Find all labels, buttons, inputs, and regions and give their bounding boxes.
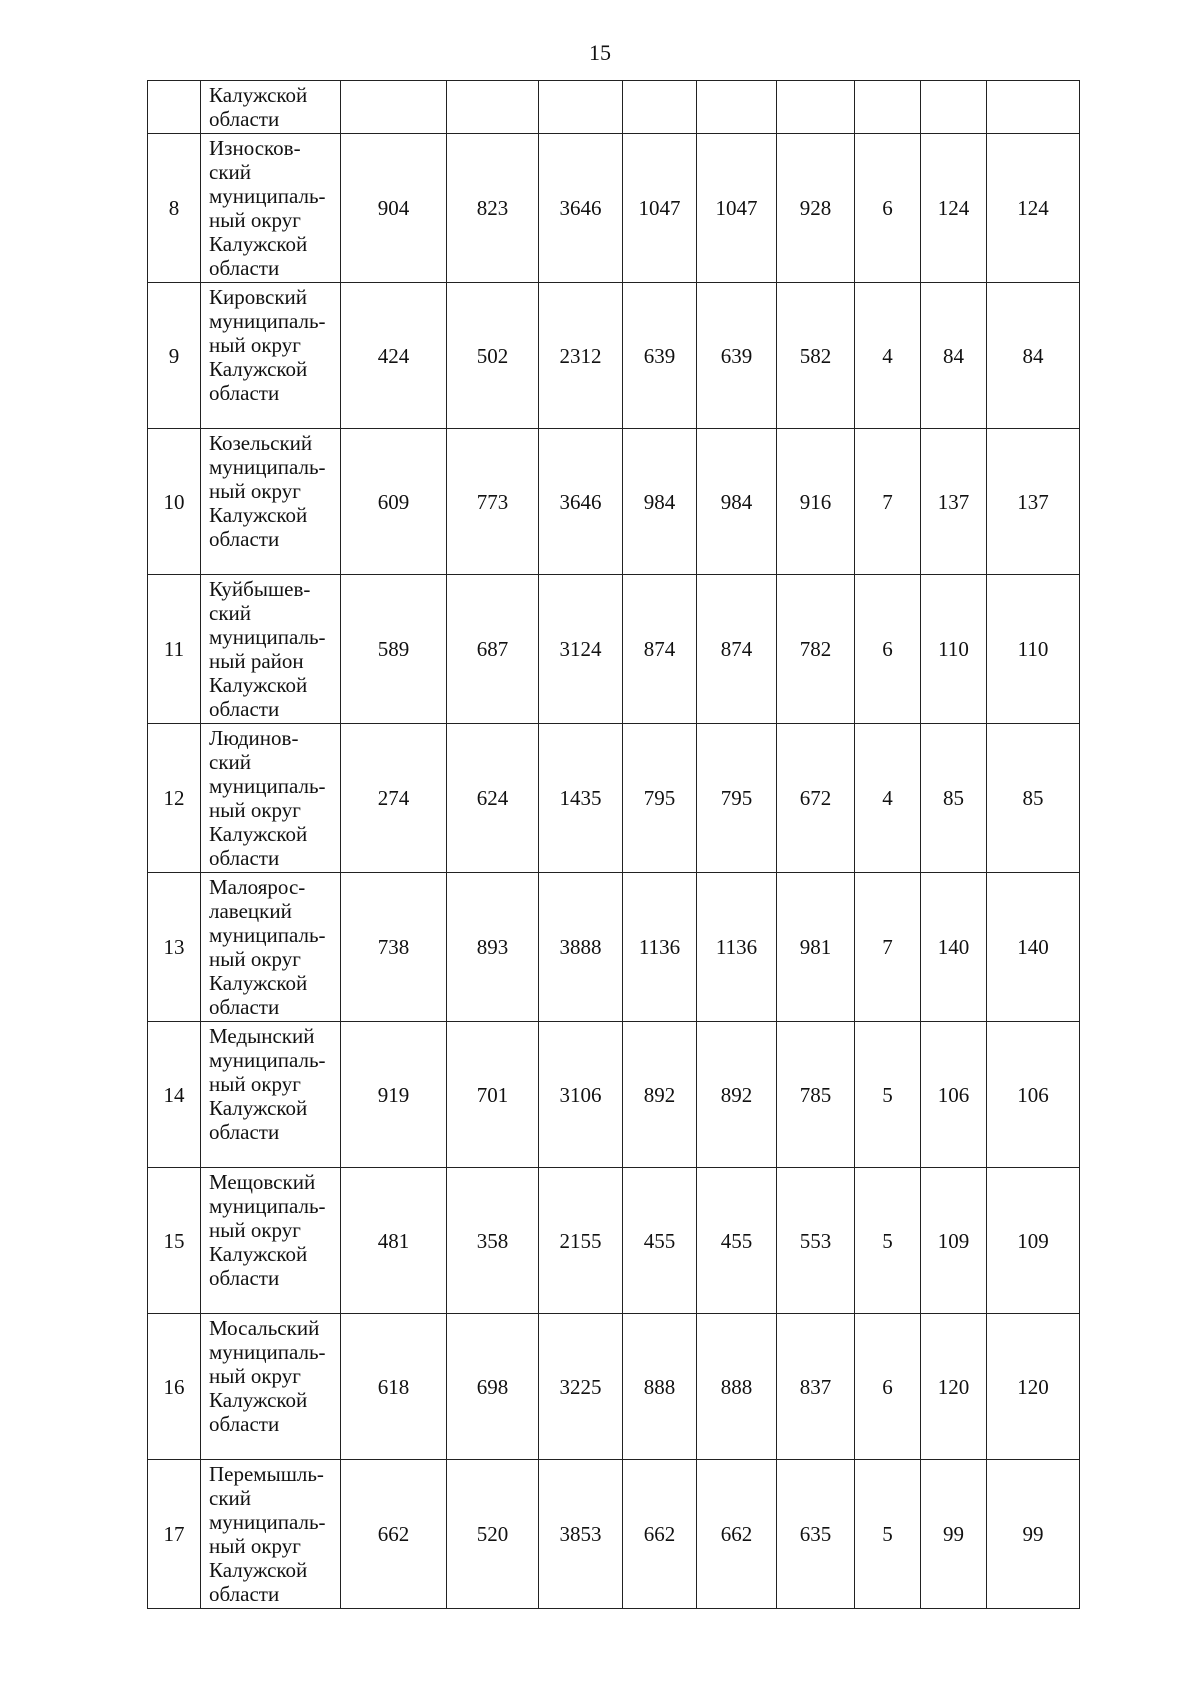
value-cell-col-5: 662	[697, 1460, 777, 1609]
value-cell-col-4: 455	[623, 1168, 697, 1314]
value-cell-col-4: 1047	[623, 134, 697, 283]
value-cell-col-9: 99	[987, 1460, 1080, 1609]
value-cell-col-4: 662	[623, 1460, 697, 1609]
value-cell-col-7: 4	[855, 283, 921, 429]
table-row	[148, 873, 1080, 1022]
value-cell-col-2: 893	[447, 873, 539, 1022]
value-cell-col-1: 609	[341, 429, 447, 575]
value-cell-col-9: 110	[987, 575, 1080, 724]
value-cell-col-6: 916	[777, 429, 855, 575]
value-cell-col-4	[623, 81, 697, 134]
table-row	[148, 81, 1080, 134]
municipality-name-cell: Куйбышев- ский муниципаль- ный район Калужской области	[201, 575, 341, 724]
value-cell-col-4: 795	[623, 724, 697, 873]
table-row	[148, 1314, 1080, 1460]
value-cell-col-7: 6	[855, 575, 921, 724]
value-cell-col-1: 589	[341, 575, 447, 724]
value-cell-col-2: 773	[447, 429, 539, 575]
row-number-cell: 15	[148, 1168, 201, 1314]
row-number-cell: 14	[148, 1022, 201, 1168]
table-row	[148, 429, 1080, 575]
value-cell-col-7: 7	[855, 873, 921, 1022]
value-cell-col-6: 672	[777, 724, 855, 873]
value-cell-col-6: 785	[777, 1022, 855, 1168]
table-row	[148, 1022, 1080, 1168]
municipality-name-cell: Мещовский муниципаль- ный округ Калужской области	[201, 1168, 341, 1314]
municipality-name-cell: Малоярос- лавецкий муниципаль- ный округ Калужской области	[201, 873, 341, 1022]
value-cell-col-3: 2312	[539, 283, 623, 429]
table-row	[148, 1168, 1080, 1314]
row-number-cell: 9	[148, 283, 201, 429]
value-cell-col-2: 698	[447, 1314, 539, 1460]
value-cell-col-5: 455	[697, 1168, 777, 1314]
value-cell-col-8: 124	[921, 134, 987, 283]
value-cell-col-9	[987, 81, 1080, 134]
value-cell-col-8	[921, 81, 987, 134]
value-cell-col-3	[539, 81, 623, 134]
value-cell-col-9: 137	[987, 429, 1080, 575]
value-cell-col-3: 2155	[539, 1168, 623, 1314]
value-cell-col-1: 662	[341, 1460, 447, 1609]
value-cell-col-2: 823	[447, 134, 539, 283]
value-cell-col-3: 1435	[539, 724, 623, 873]
municipality-name-cell: Кировский муниципаль- ный округ Калужской области	[201, 283, 341, 429]
table-row	[148, 1460, 1080, 1609]
value-cell-col-4: 888	[623, 1314, 697, 1460]
value-cell-col-8: 99	[921, 1460, 987, 1609]
value-cell-col-2: 520	[447, 1460, 539, 1609]
table-row	[148, 134, 1080, 283]
value-cell-col-7: 6	[855, 1314, 921, 1460]
value-cell-col-5	[697, 81, 777, 134]
value-cell-col-7: 4	[855, 724, 921, 873]
value-cell-col-3: 3853	[539, 1460, 623, 1609]
value-cell-col-6: 553	[777, 1168, 855, 1314]
value-cell-col-1: 424	[341, 283, 447, 429]
value-cell-col-3: 3646	[539, 134, 623, 283]
value-cell-col-9: 120	[987, 1314, 1080, 1460]
value-cell-col-7: 6	[855, 134, 921, 283]
value-cell-col-7: 5	[855, 1460, 921, 1609]
municipality-name-cell: Калужской области	[201, 81, 341, 134]
value-cell-col-8: 85	[921, 724, 987, 873]
value-cell-col-1: 274	[341, 724, 447, 873]
value-cell-col-9: 140	[987, 873, 1080, 1022]
value-cell-col-7	[855, 81, 921, 134]
value-cell-col-9: 106	[987, 1022, 1080, 1168]
municipality-name-cell: Медынский муниципаль- ный округ Калужской области	[201, 1022, 341, 1168]
municipality-name-cell: Людинов- ский муниципаль- ный округ Калужской области	[201, 724, 341, 873]
value-cell-col-5: 892	[697, 1022, 777, 1168]
value-cell-col-9: 85	[987, 724, 1080, 873]
value-cell-col-5: 1047	[697, 134, 777, 283]
value-cell-col-6: 837	[777, 1314, 855, 1460]
row-number-cell: 17	[148, 1460, 201, 1609]
value-cell-col-1: 481	[341, 1168, 447, 1314]
value-cell-col-9: 84	[987, 283, 1080, 429]
value-cell-col-1: 919	[341, 1022, 447, 1168]
value-cell-col-8: 110	[921, 575, 987, 724]
value-cell-col-2: 624	[447, 724, 539, 873]
row-number-cell: 8	[148, 134, 201, 283]
municipality-name-cell: Козельский муниципаль- ный округ Калужской области	[201, 429, 341, 575]
row-number-cell: 11	[148, 575, 201, 724]
value-cell-col-2: 701	[447, 1022, 539, 1168]
row-number-cell	[148, 81, 201, 134]
value-cell-col-4: 1136	[623, 873, 697, 1022]
value-cell-col-2	[447, 81, 539, 134]
value-cell-col-5: 888	[697, 1314, 777, 1460]
value-cell-col-7: 5	[855, 1022, 921, 1168]
table-row	[148, 283, 1080, 429]
value-cell-col-2: 358	[447, 1168, 539, 1314]
value-cell-col-8: 120	[921, 1314, 987, 1460]
table-row	[148, 575, 1080, 724]
value-cell-col-3: 3106	[539, 1022, 623, 1168]
value-cell-col-6: 582	[777, 283, 855, 429]
value-cell-col-4: 639	[623, 283, 697, 429]
value-cell-col-2: 687	[447, 575, 539, 724]
value-cell-col-4: 984	[623, 429, 697, 575]
value-cell-col-6	[777, 81, 855, 134]
value-cell-col-2: 502	[447, 283, 539, 429]
municipality-name-cell: Износков- ский муниципаль- ный округ Калужской области	[201, 134, 341, 283]
value-cell-col-8: 137	[921, 429, 987, 575]
value-cell-col-7: 5	[855, 1168, 921, 1314]
data-table	[147, 80, 1080, 1609]
value-cell-col-9: 124	[987, 134, 1080, 283]
value-cell-col-3: 3225	[539, 1314, 623, 1460]
value-cell-col-1: 904	[341, 134, 447, 283]
value-cell-col-8: 140	[921, 873, 987, 1022]
row-number-cell: 13	[148, 873, 201, 1022]
table-row	[148, 724, 1080, 873]
value-cell-col-6: 782	[777, 575, 855, 724]
value-cell-col-3: 3646	[539, 429, 623, 575]
value-cell-col-9: 109	[987, 1168, 1080, 1314]
row-number-cell: 16	[148, 1314, 201, 1460]
municipality-name-cell: Перемышль- ский муниципаль- ный округ Калужской области	[201, 1460, 341, 1609]
row-number-cell: 12	[148, 724, 201, 873]
value-cell-col-1: 738	[341, 873, 447, 1022]
value-cell-col-4: 892	[623, 1022, 697, 1168]
row-number-cell: 10	[148, 429, 201, 575]
value-cell-col-5: 639	[697, 283, 777, 429]
value-cell-col-4: 874	[623, 575, 697, 724]
value-cell-col-8: 109	[921, 1168, 987, 1314]
value-cell-col-3: 3888	[539, 873, 623, 1022]
value-cell-col-3: 3124	[539, 575, 623, 724]
value-cell-col-5: 984	[697, 429, 777, 575]
value-cell-col-6: 635	[777, 1460, 855, 1609]
value-cell-col-5: 795	[697, 724, 777, 873]
value-cell-col-6: 928	[777, 134, 855, 283]
value-cell-col-1: 618	[341, 1314, 447, 1460]
value-cell-col-5: 874	[697, 575, 777, 724]
page-number: 15	[589, 40, 611, 65]
municipality-name-cell: Мосальский муниципаль- ный округ Калужской области	[201, 1314, 341, 1460]
value-cell-col-7: 7	[855, 429, 921, 575]
value-cell-col-8: 106	[921, 1022, 987, 1168]
value-cell-col-5: 1136	[697, 873, 777, 1022]
value-cell-col-8: 84	[921, 283, 987, 429]
value-cell-col-6: 981	[777, 873, 855, 1022]
value-cell-col-1	[341, 81, 447, 134]
